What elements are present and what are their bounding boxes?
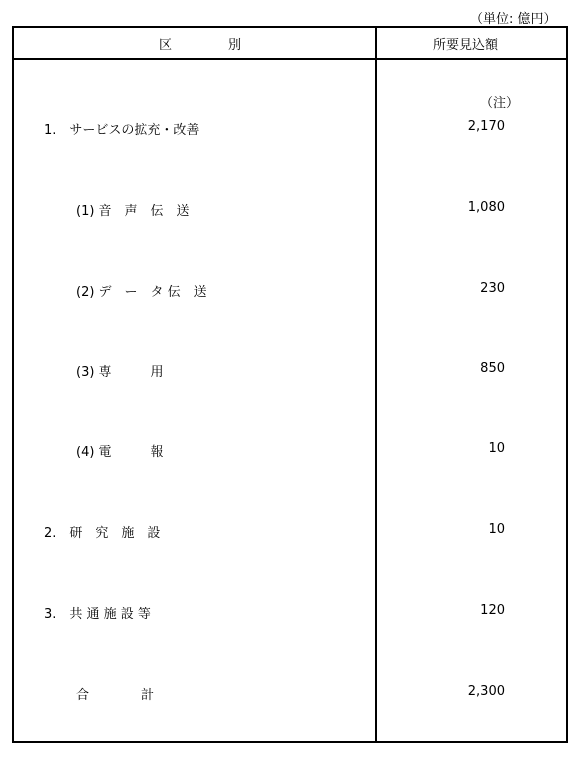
row-label-voice: (1) 音 声 伝 送: [76, 204, 190, 219]
header-category-left: 区: [159, 38, 173, 53]
row-label-total: 合 計: [76, 688, 155, 703]
row-label-common: 3. 共 通 施 設 等: [44, 607, 151, 622]
row-label-telegram: (4) 電 報: [76, 445, 164, 460]
header-category-right: 別: [228, 38, 242, 53]
row-amount-voice: 1,080: [467, 200, 505, 215]
column-divider: [375, 26, 377, 743]
row-amount-dedicated: 850: [480, 361, 505, 376]
row-label-service-expansion: 1. サービスの拡充・改善: [44, 123, 200, 138]
header-category: [159, 34, 241, 53]
row-label-dedicated: (3) 専 用: [76, 365, 164, 380]
header-divider: [12, 58, 568, 60]
row-amount-service-expansion: 2,170: [467, 119, 505, 134]
row-amount-common: 120: [480, 603, 505, 618]
row-label-data: (2) デ ー タ 伝 送: [76, 285, 207, 300]
row-amount-telegram: 10: [488, 441, 505, 456]
row-amount-research: 10: [488, 522, 505, 537]
row-amount-total: 2,300: [467, 684, 505, 699]
note-label: （注）: [480, 96, 520, 111]
row-amount-data: 230: [480, 281, 505, 296]
row-label-research: 2. 研 究 施 設: [44, 526, 161, 541]
header-amount: 所要見込額: [433, 38, 499, 53]
unit-label: （単位: 億円）: [470, 12, 557, 27]
